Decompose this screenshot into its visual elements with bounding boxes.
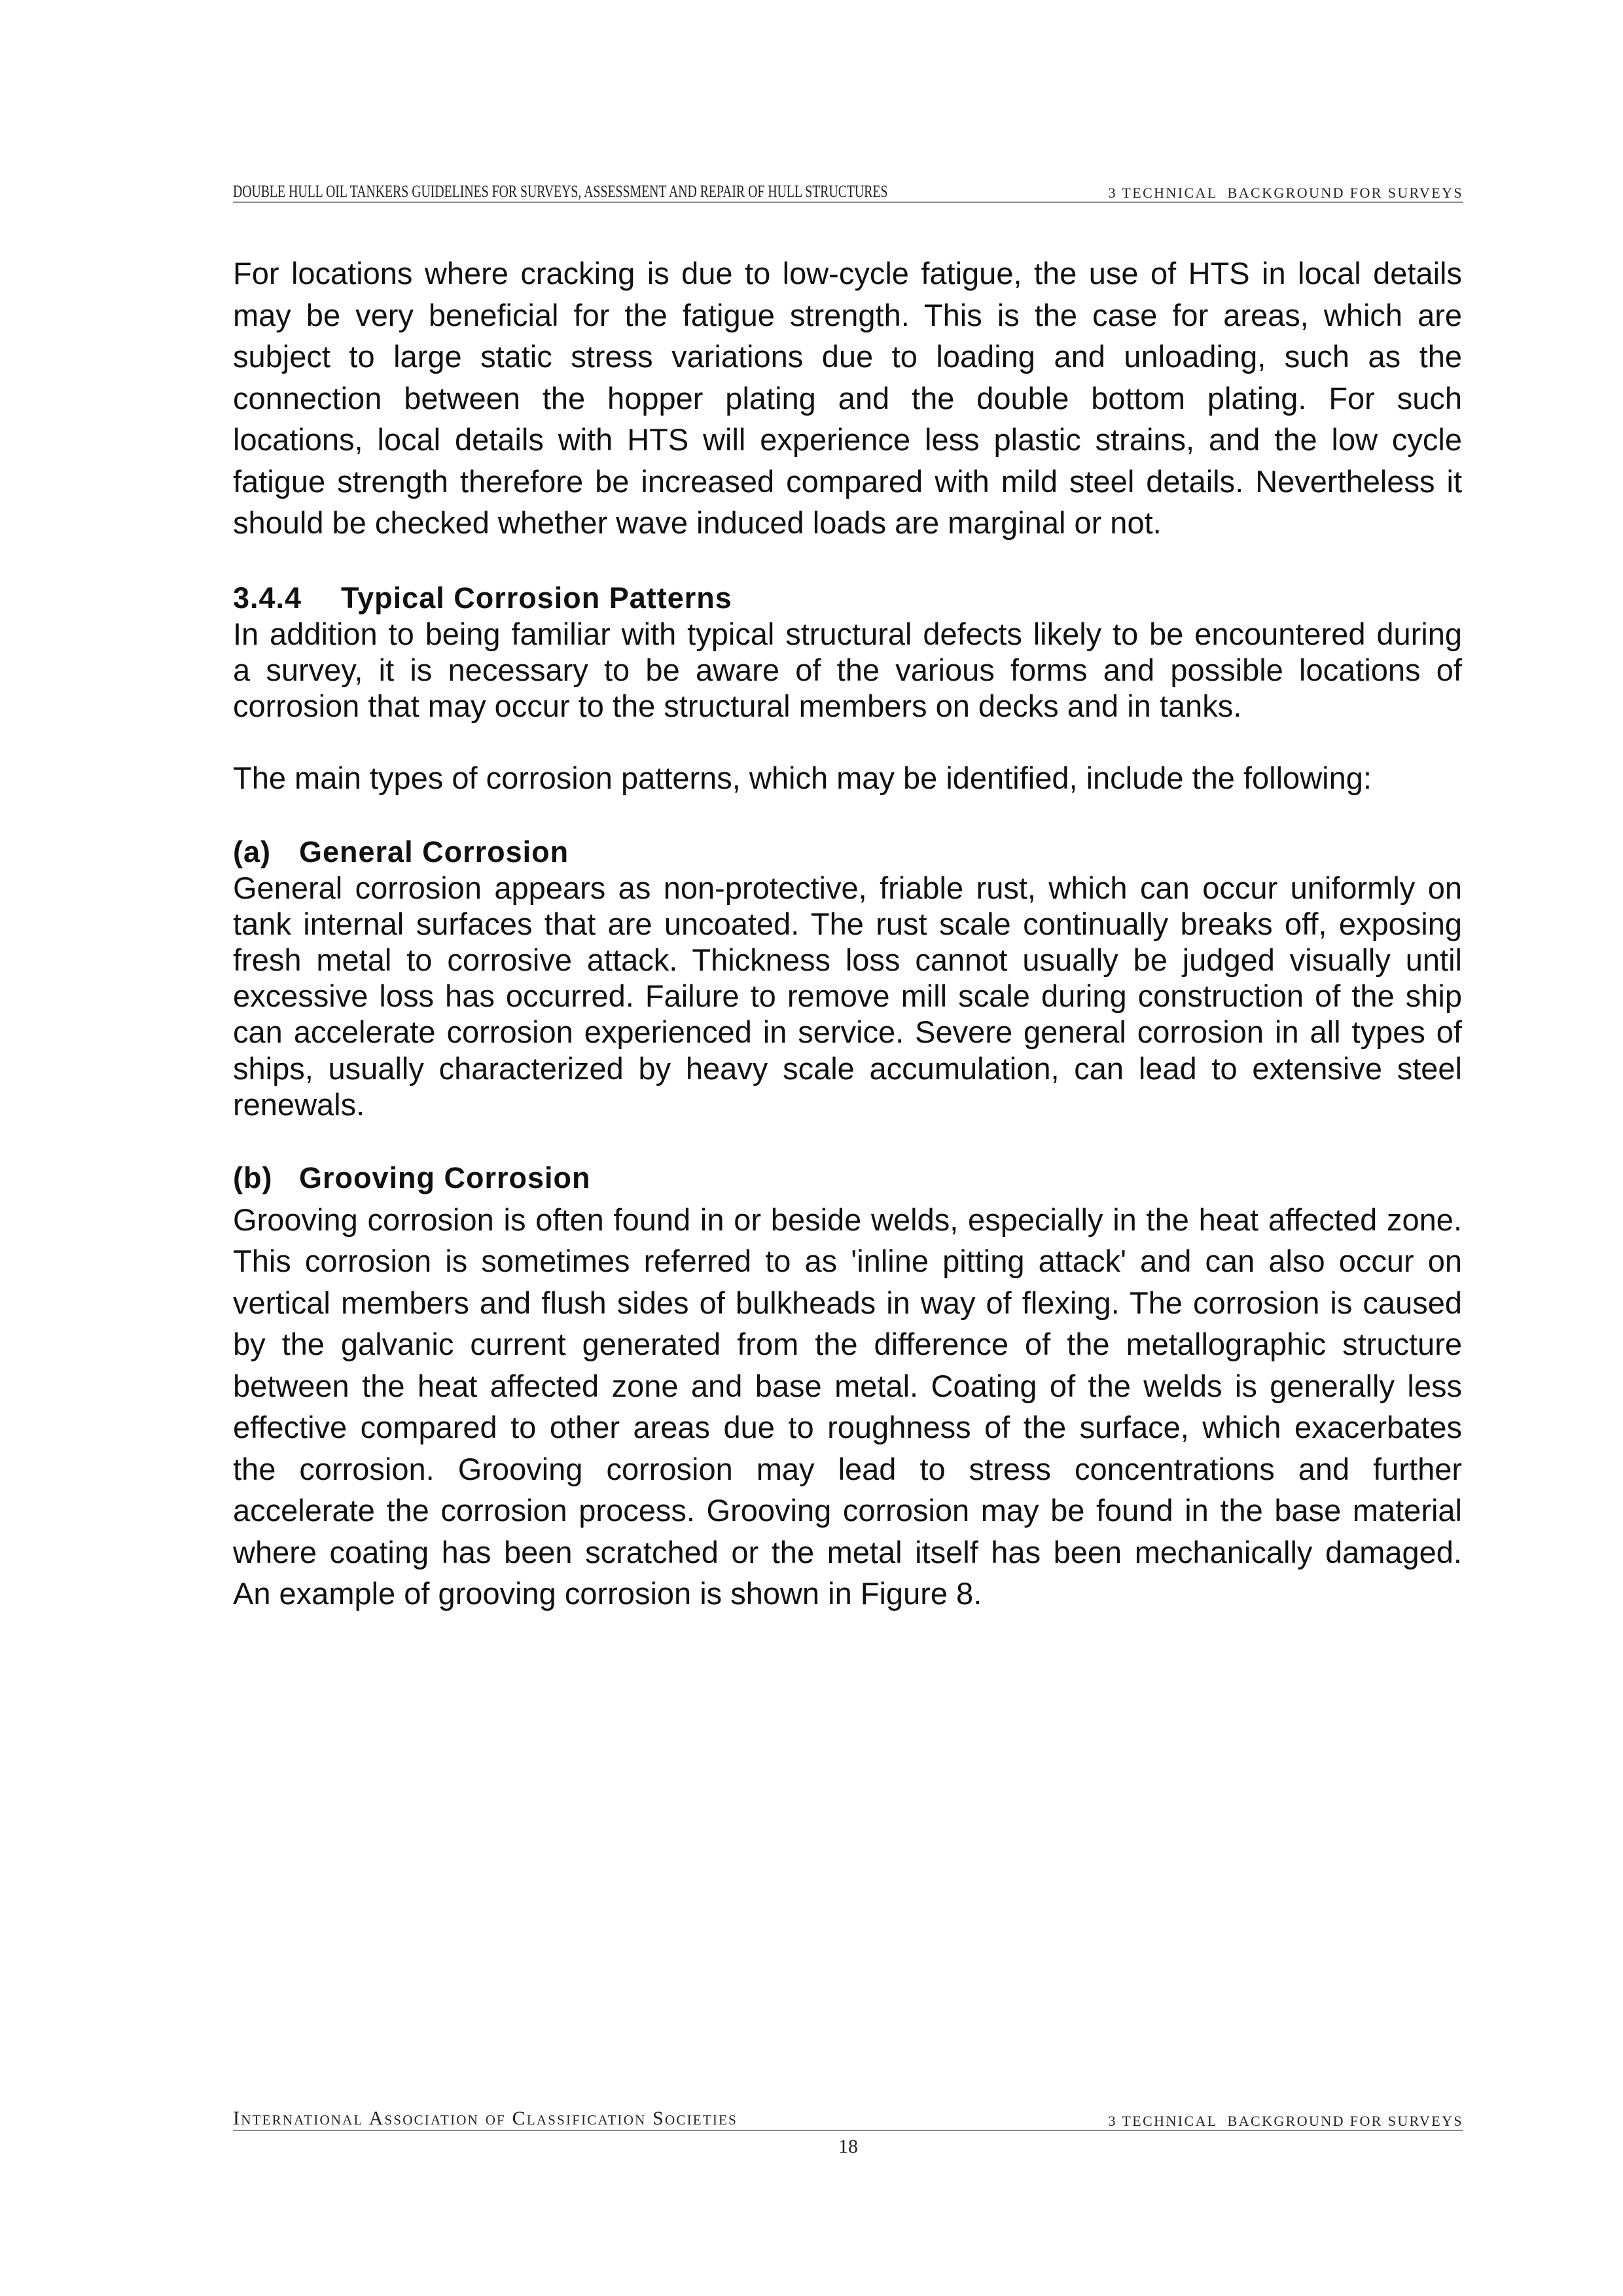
paragraph-line: ships, usually characterized by heavy scale accumulation, can lead to extensive steel <box>233 1050 1462 1086</box>
paragraph-line: where coating has been scratched or the metal itself has been mechanically damaged. <box>233 1534 1462 1570</box>
paragraph-line: Grooving corrosion is often found in or beside welds, especially in the heat affected zone. <box>233 1202 1462 1237</box>
paragraph-line: This corrosion is sometimes referred to as 'inline pitting attack' and can also occur on <box>233 1244 1462 1278</box>
section-number: 3.4.4 <box>233 581 302 615</box>
paragraph-line: the corrosion. Grooving corrosion may lead to stress concentrations and further <box>233 1451 1462 1486</box>
subsection-grooving-corrosion <box>233 1157 1462 1615</box>
paragraph-line: vertical members and flush sides of bulkheads in way of flexing. The corrosion is caused <box>233 1285 1462 1320</box>
paragraph-line: excessive loss has occurred. Failure to remove mill scale during construction of the ship <box>233 978 1462 1014</box>
running-header <box>233 183 1463 203</box>
paragraph-line: renewals. <box>233 1086 365 1122</box>
footer-organization: International Association of Classification Societies <box>233 2108 738 2129</box>
paragraph-line: subject to large static stress variations due to loading and unloading, such as the <box>233 339 1462 374</box>
paragraph-line: should be checked whether wave induced loads are marginal or not. <box>233 505 1162 540</box>
subsection-title: Grooving Corrosion <box>299 1161 591 1194</box>
paragraph-line: For locations where cracking is due to low-cycle fatigue, the use of HTS in local details <box>233 256 1462 291</box>
section-typical-corrosion-patterns <box>233 580 1462 724</box>
paragraph <box>233 760 1462 796</box>
running-header-title: DOUBLE HULL OIL TANKERS GUIDELINES FOR SURVEYS, ASSESSMENT AND REPAIR OF HULL STRUCTURES <box>233 182 888 201</box>
paragraph-line: corrosion that may occur to the structural members on decks and in tanks. <box>233 689 1242 724</box>
paragraph-line: effective compared to other areas due to roughness of the surface, which exacerbates <box>233 1410 1462 1444</box>
paragraph-line: a survey, it is necessary to be aware of the various forms and possible locations of <box>233 653 1462 688</box>
paragraph-line: tank internal surfaces that are uncoated. The rust scale continually breaks off, exposing <box>233 906 1462 942</box>
page-number: 18 <box>838 2136 858 2157</box>
subsection-heading <box>233 1157 1462 1199</box>
paragraph-line: connection between the hopper plating and the double bottom plating. For such <box>233 380 1462 416</box>
paragraph <box>233 253 1462 544</box>
paragraph-line: The main types of corrosion patterns, which may be identified, include the following: <box>233 761 1372 795</box>
paragraph-line: accelerate the corrosion process. Grooving corrosion may be found in the base material <box>233 1493 1462 1528</box>
subsection-title: General Corrosion <box>299 835 569 869</box>
paragraph-line: fatigue strength therefore be increased compared with mild steel details. Nevertheless it <box>233 463 1462 499</box>
footer-chapter: 3 TECHNICAL BACKGROUND FOR SURVEYS <box>1108 2113 1463 2129</box>
subsection-label: (b) <box>233 1161 273 1194</box>
paragraph-line: by the galvanic current generated from the difference of the metallographic structure <box>233 1327 1462 1361</box>
paragraph-line: can accelerate corrosion experienced in service. Severe general corrosion in all types of <box>233 1014 1462 1050</box>
subsection-label: (a) <box>233 835 271 869</box>
paragraph-line: In addition to being familiar with typical structural defects likely to be encountered during <box>233 617 1462 652</box>
paragraph-line: locations, local details with HTS will experience less plastic strains, and the low cycle <box>233 422 1462 457</box>
subsection-general-corrosion <box>233 834 1462 1122</box>
paragraph-line: fresh metal to corrosive attack. Thickness loss cannot usually be judged visually until <box>233 942 1462 978</box>
paragraph-line: An example of grooving corrosion is shown in Figure 8. <box>233 1576 982 1611</box>
section-title: Typical Corrosion Patterns <box>341 581 732 615</box>
running-header-chapter: 3 TECHNICAL BACKGROUND FOR SURVEYS <box>1108 185 1463 201</box>
paragraph-line: may be very beneficial for the fatigue strength. This is the case for areas, which are <box>233 297 1462 332</box>
running-footer <box>233 2108 1463 2131</box>
subsection-heading <box>233 834 1462 870</box>
paragraph-line: between the heat affected zone and base metal. Coating of the welds is generally less <box>233 1368 1462 1403</box>
paragraph-line: General corrosion appears as non-protective, friable rust, which can occur uniformly on <box>233 870 1462 906</box>
section-heading <box>233 580 1462 616</box>
